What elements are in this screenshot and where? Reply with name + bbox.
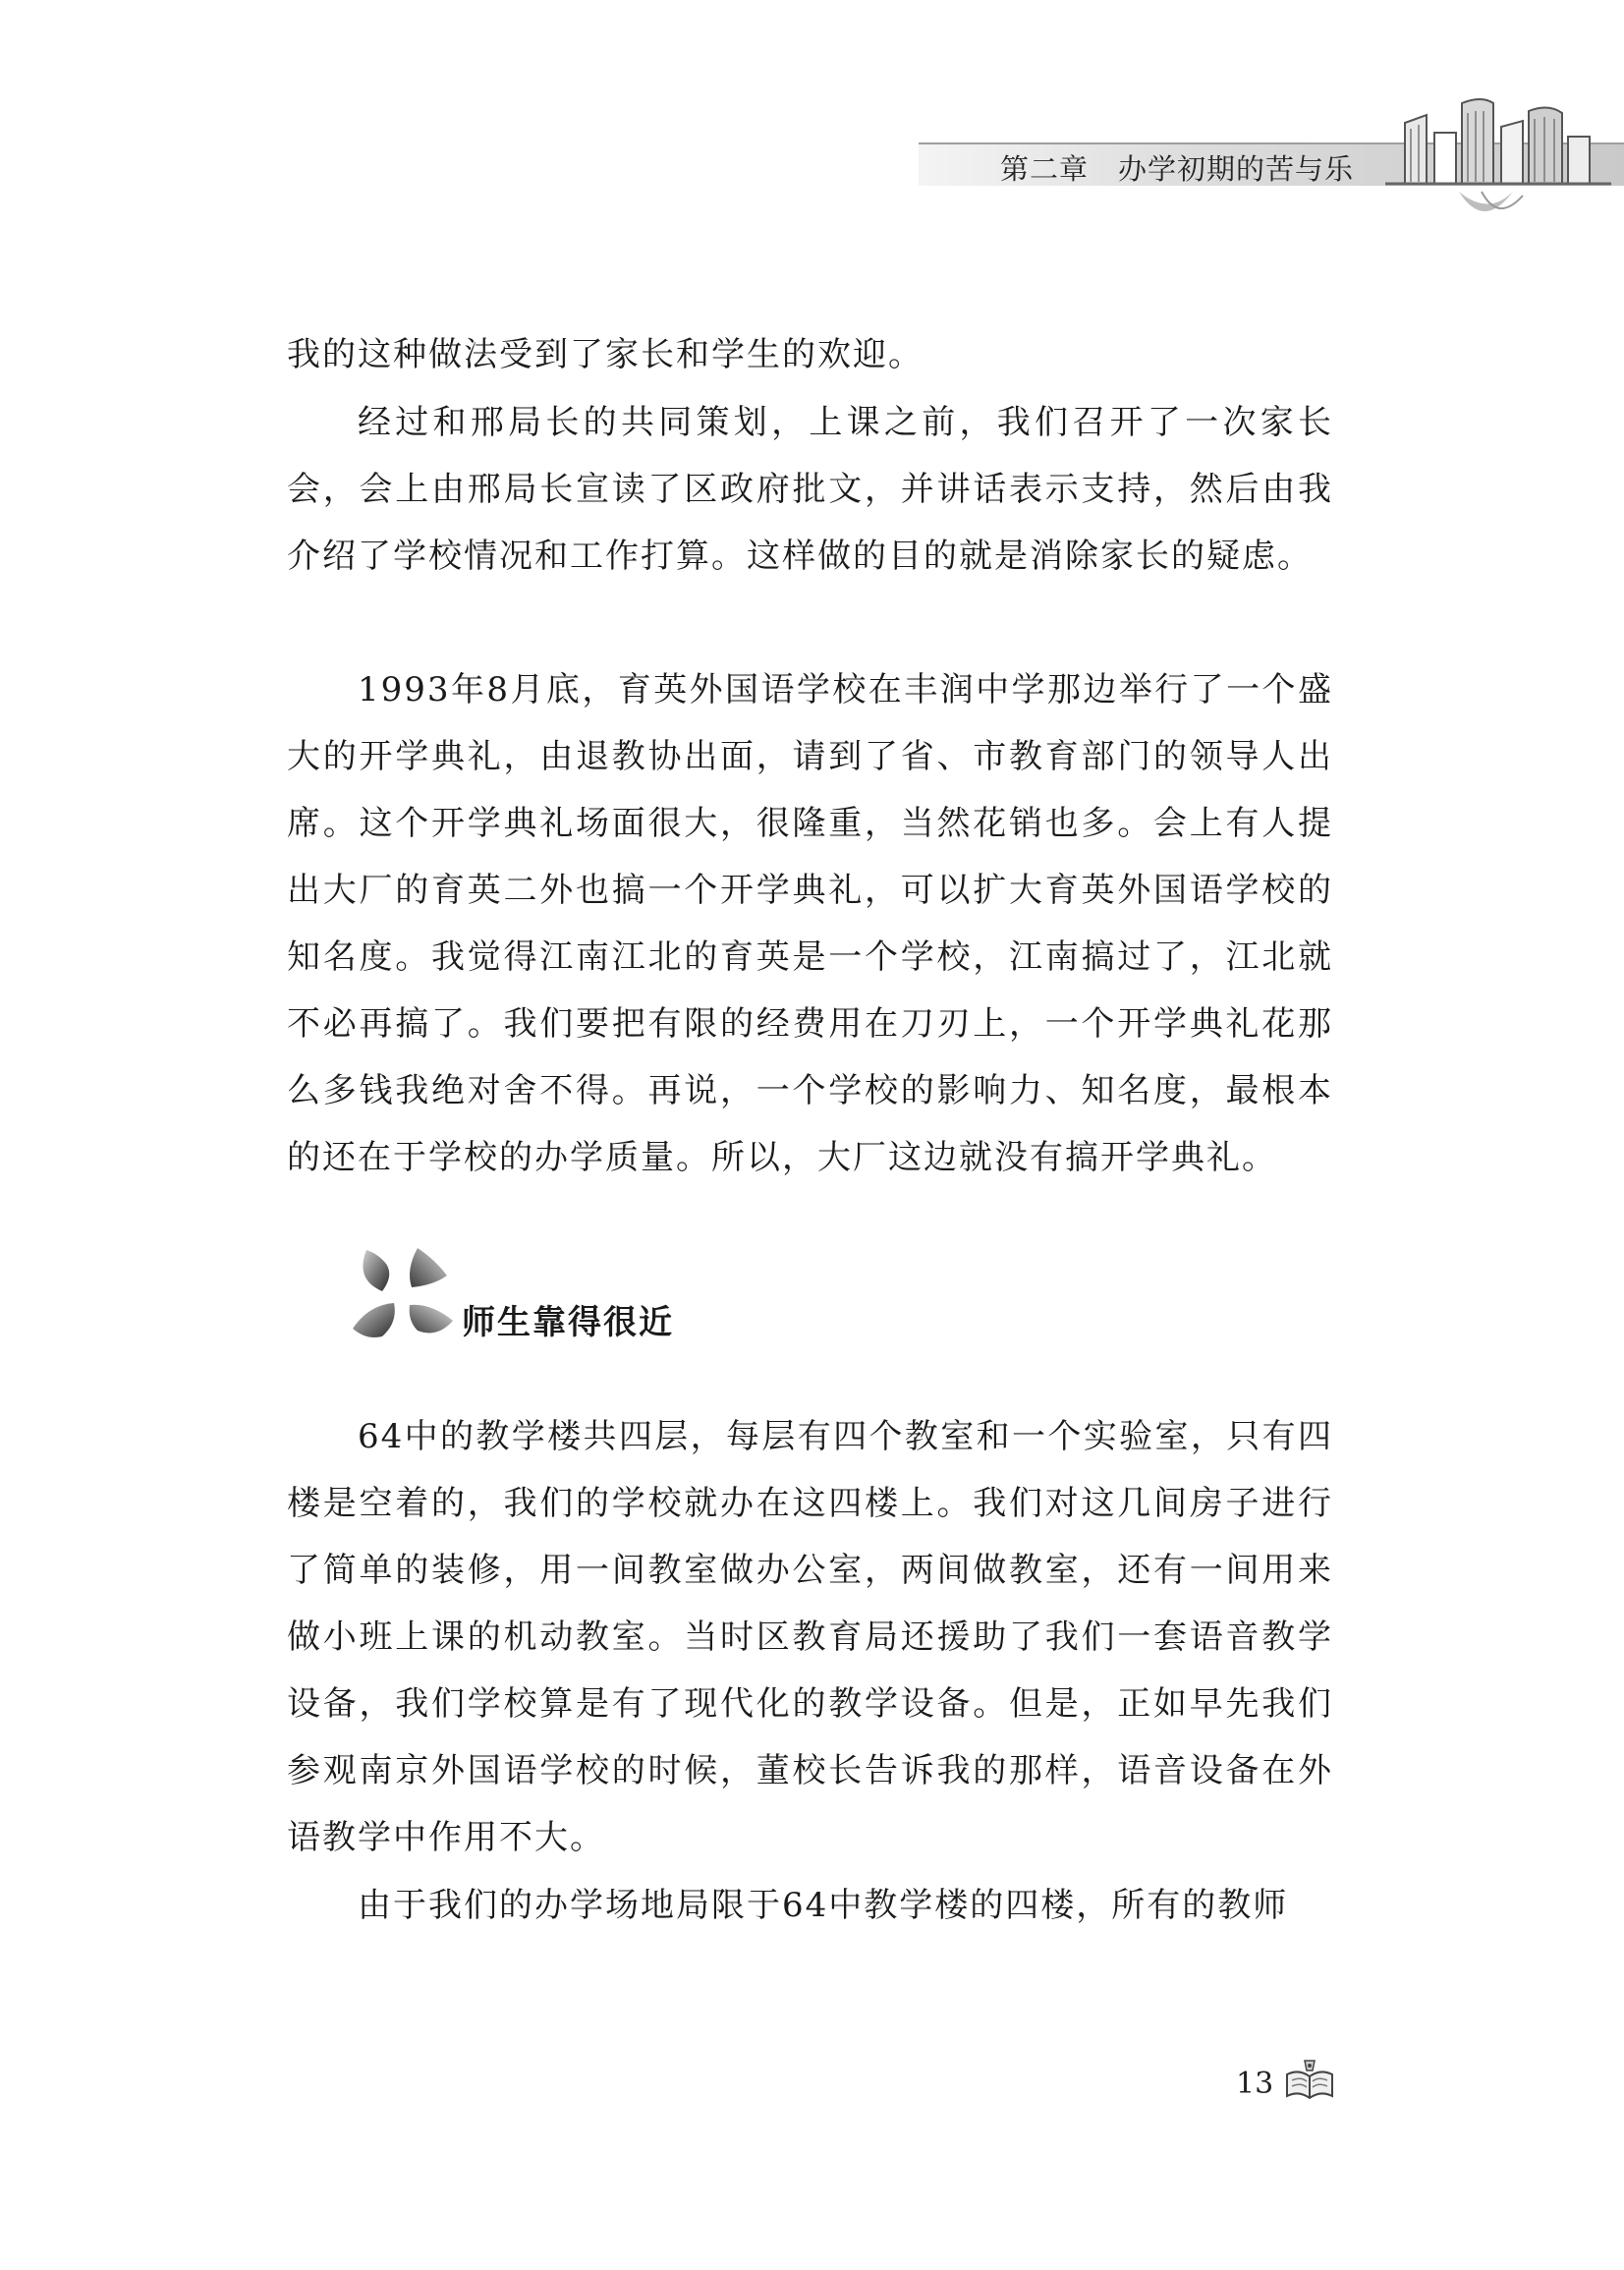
city-buildings-icon [1366,93,1624,231]
pinwheel-section-icon [349,1246,459,1344]
paragraph: 由于我们的办学场地局限于64中教学楼的四楼，所有的教师 [358,1886,1289,1925]
paragraph: 经过和邢局长的共同策划，上课之前，我们召开了一次家长会，会上由邢局长宣读了区政府批文，并讲话表示支持，然后由我介绍了学校情况和工作打算。这样做的目的就是消除家长的疑虑。 [287,403,1333,576]
paragraph: 我的这种做法受到了家长和学生的欢迎。 [287,335,924,374]
page-number: 13 [1236,2067,1274,2101]
open-book-icon [1283,2057,1336,2102]
paragraph: 64中的教学楼共四层，每层有四个教室和一个实验室，只有四楼是空着的，我们的学校就办在这四楼上。我们对这几间房子进行了简单的装修，用一间教室做办公室，两间做教室，还有一间用来做小班上课的机动教室。当时区教育局还援助了我们一套语音教学设备，我们学校算是有了现代化的教学设备。但是，正如早先我们参观南京外国语学校的时候，董校长告诉我的那样，语音设备在外语教学中作用不大。 [287,1417,1333,1857]
running-header-title: 第二章 办学初期的苦与乐 [1000,152,1355,186]
section-heading: 师生靠得很近 [462,1303,674,1342]
paragraph: 1993年8月底，育英外国语学校在丰润中学那边举行了一个盛大的开学典礼，由退教协出面，请到了省、市教育部门的领导人出席。这个开学典礼场面很大，很隆重，当然花销也多。会上有人提出大厂的育英二外也搞一个开学典礼，可以扩大育英外国语学校的知名度。我觉得江南江北的育英是一个学校，江南搞过了，江北就不必再搞了。我们要把有限的经费用在刀刃上，一个开学典礼花那么多钱我绝对舍不得。再说，一个学校的影响力、知名度，最根本的还在于学校的办学质量。所以，大厂这边就没有搞开学典礼。 [287,670,1333,1177]
